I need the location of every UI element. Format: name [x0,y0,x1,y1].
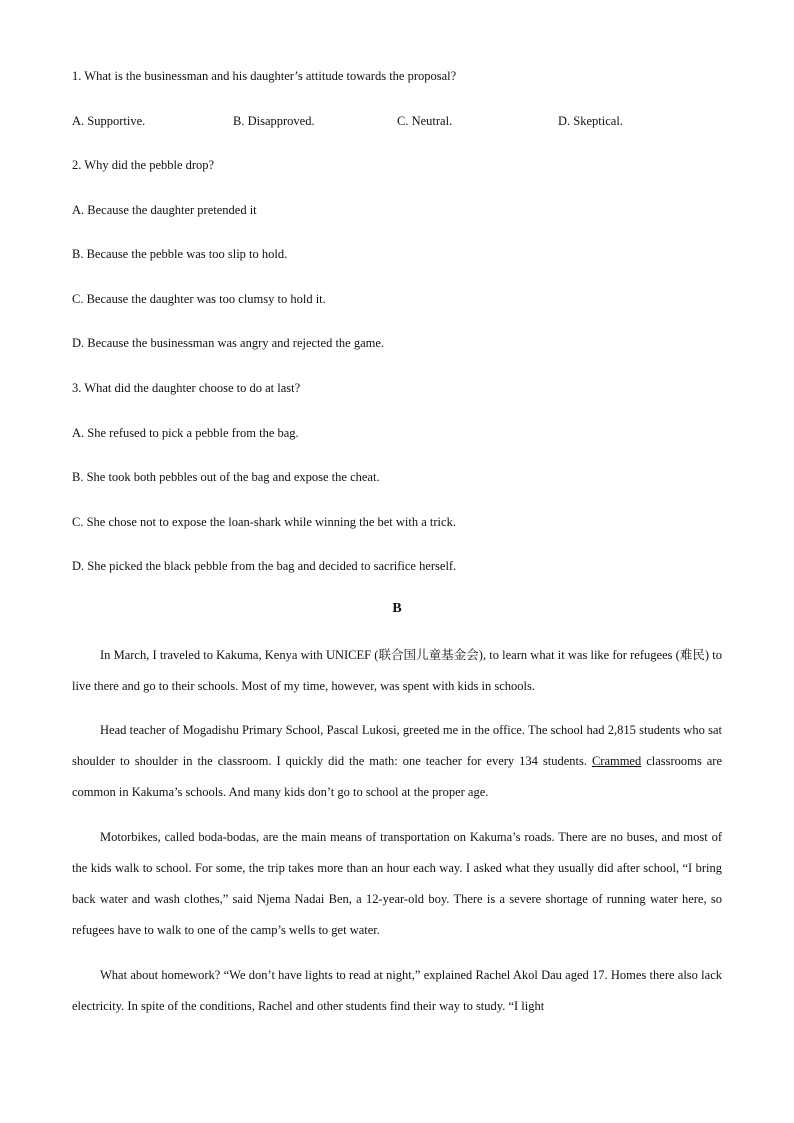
paragraph-2-text-start: Head teacher of Mogadishu Primary School, Pascal Lukosi, greeted me in the office. The school had 2,815 students who sat shoulder to shoulder in the classroom. I quickly did the math: one teacher for every 134 students. [72,723,722,768]
paragraph-2-text-end: classrooms are common in Kakuma’s schools. And many kids don’t go to school at the proper age. [72,754,722,799]
section-heading: B [392,601,402,616]
question-1-option-b: B. Disapproved. [233,114,315,128]
paragraph-3-text: Motorbikes, called boda-bodas, are the main means of transportation on Kakuma’s roads. There are no buses, and most of the kids walk to school. For some, the trip takes more than an hour each way. I asked what they usually did after school, “I bring back water and wash clothes,” said Njema Nadai Ben, a 12-year-old boy. There is a severe shortage of running water here, so refugees have to walk to one of the camp’s wells to get water. [72,830,722,937]
question-3-option-c: C. She chose not to expose the loan-shark while winning the bet with a trick. [72,515,456,529]
question-2-option-d: D. Because the businessman was angry and rejected the game. [72,336,385,350]
question-3-option-b: B. She took both pebbles out of the bag and expose the cheat. [72,470,380,484]
question-1-stem: 1. What is the businessman and his daughter’s attitude towards the proposal? [72,69,457,83]
underlined-word: Crammed [591,754,642,768]
question-1-option-d: D. Skeptical. [558,114,623,128]
question-1-option-a: A. Supportive. [72,114,146,128]
question-3-option-a: A. She refused to pick a pebble from the bag. [72,426,299,440]
question-2-option-a: A. Because the daughter pretended it [72,203,257,217]
passage-paragraph-2 [72,715,722,808]
passage-paragraph-1 [72,640,722,702]
question-2-option-c: C. Because the daughter was too clumsy to hold it. [72,292,326,306]
question-2-option-b: B. Because the pebble was too slip to hold. [72,247,288,261]
question-1-option-c: C. Neutral. [397,114,453,128]
question-3-stem: 3. What did the daughter choose to do at last? [72,381,301,395]
paragraph-1-text: In March, I traveled to Kakuma, Kenya with UNICEF (联合国儿童基金会), to learn what it was like for refugees (难民) to live there and go to their schools. Most of my time, however, was spent with kids in schools. [72,648,722,693]
paragraph-4-text: What about homework? “We don’t have lights to read at night,” explained Rachel Akol Dau aged 17. Homes there also lack electricity. In spite of the conditions, Rachel and other students find their way to study. “I light [72,968,722,1013]
passage-paragraph-4 [72,960,722,1022]
question-2-stem: 2. Why did the pebble drop? [72,158,215,172]
question-3-option-d: D. She picked the black pebble from the bag and decided to sacrifice herself. [72,559,457,573]
passage-paragraph-3 [72,822,722,946]
